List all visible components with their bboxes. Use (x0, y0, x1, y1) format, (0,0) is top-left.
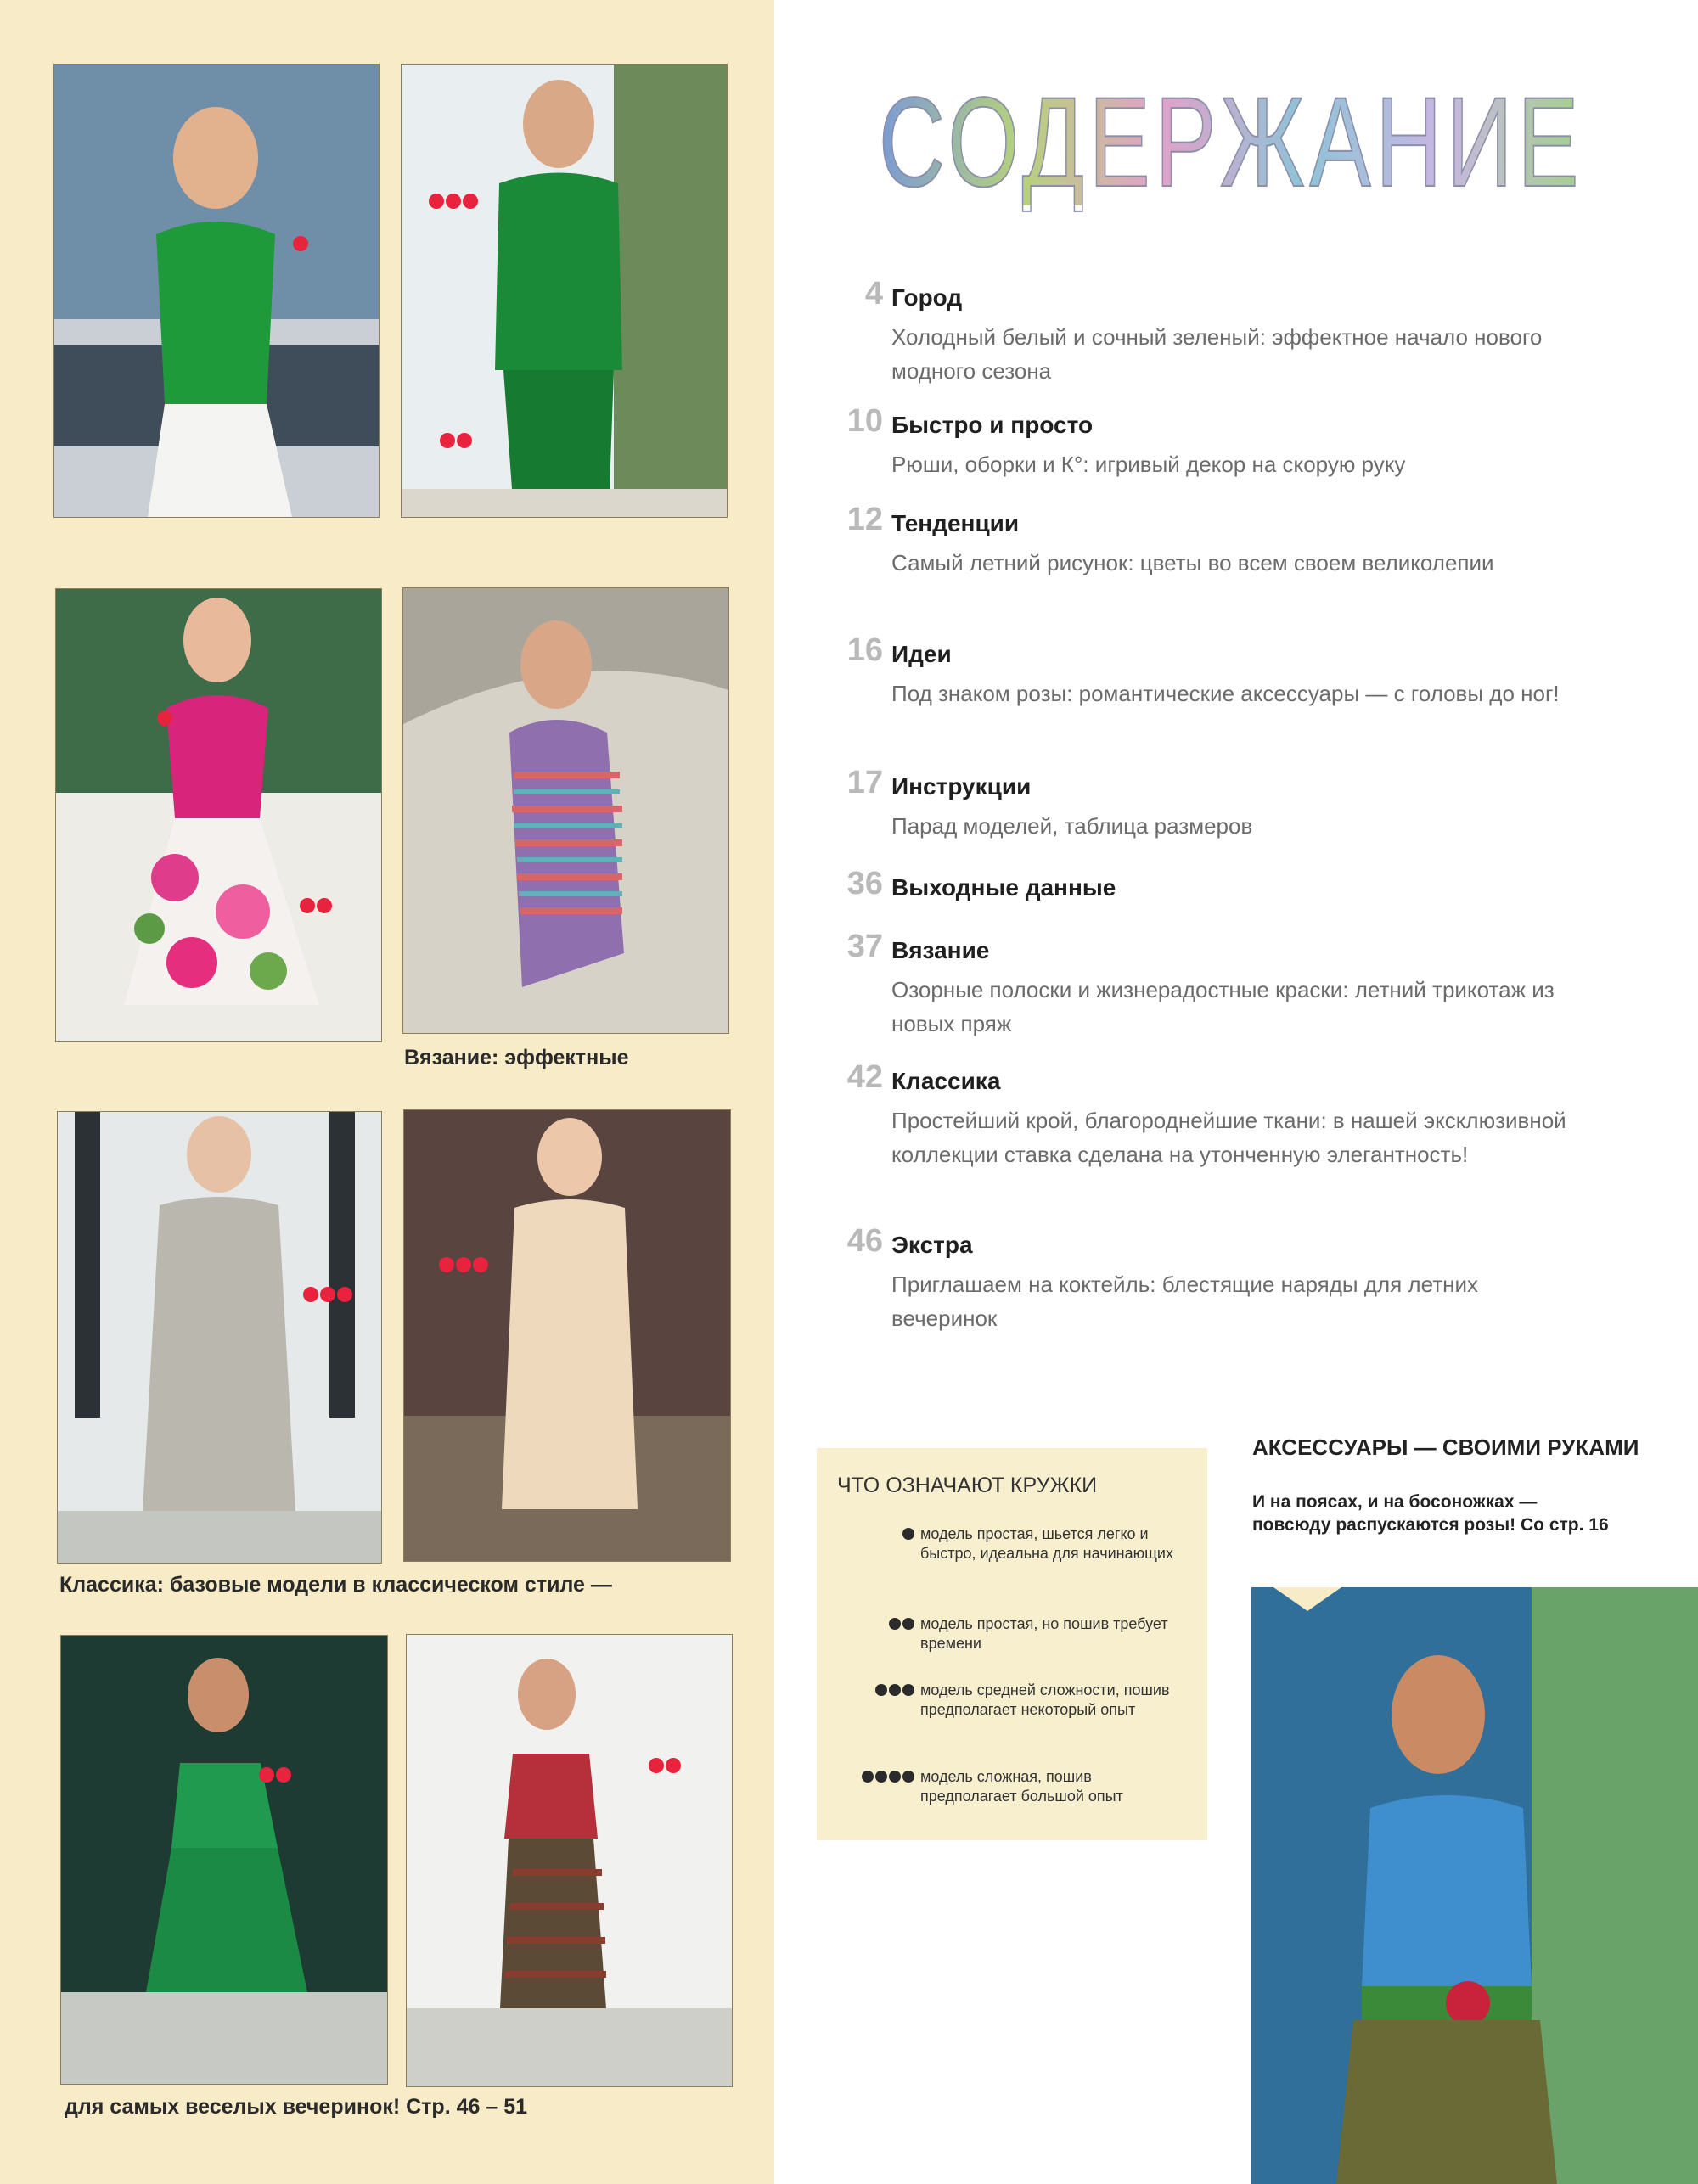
toc-title: Город (891, 284, 963, 311)
toc-description: Простейший крой, благороднейшие ткани: в нашей эксклюзивной коллекции ставка сделана на утонченную элегантность! (891, 1108, 1566, 1167)
toc-page-number: 16 (846, 632, 883, 668)
legend-text: модель средней сложности, пошив предполагает некоторый опыт (920, 1682, 1170, 1718)
toc-title: Инструкции (891, 773, 1032, 800)
dots-icon (862, 1771, 914, 1783)
toc-description: Рюши, оборки и К°: игривый декор на скорую руку (891, 452, 1406, 477)
photo-pink-floral-dress (55, 588, 382, 1042)
legend-text: модель простая, шьется легко и быстро, идеальна для начинающих (920, 1525, 1173, 1562)
toc-description: Под знаком розы: романтические аксессуары — с головы до ног! (891, 681, 1560, 706)
difficulty-dots (440, 433, 472, 448)
difficulty-dots (157, 710, 172, 726)
difficulty-dots (429, 194, 478, 209)
caption-classic: Классика: базовые модели в классическом стиле — (59, 1573, 612, 1597)
photo-striped-knit-dress (402, 587, 729, 1034)
toc-entry (824, 1223, 1588, 1331)
toc-title: Тенденции (891, 510, 1020, 536)
toc-title: Вязание (891, 937, 990, 963)
difficulty-legend (817, 1448, 1207, 1840)
difficulty-dots (293, 236, 308, 251)
toc-entry (824, 867, 1588, 906)
toc-title: Быстро и просто (891, 412, 1094, 438)
caption-party: для самых веселых вечеринок! Стр. 46 – 51 (65, 2095, 527, 2119)
photo-beige-shirt-dress (403, 1109, 731, 1562)
toc-entry (824, 276, 1588, 384)
toc-entry (824, 1061, 1588, 1188)
toc-page-number: 42 (846, 1059, 883, 1095)
photo-green-strapless-dress (60, 1635, 388, 2085)
toc-entry (824, 929, 1588, 1036)
caption-knitting: Вязание: эффектные (404, 1046, 629, 1070)
toc-page-number: 10 (846, 403, 883, 439)
toc-page-number: 37 (846, 929, 883, 964)
accessories-pointer (1274, 1587, 1341, 1611)
accessories-text: И на поясах, и на босоножках — повсюду распускаются розы! Со стр. 16 (1252, 1492, 1609, 1535)
difficulty-dots (300, 898, 332, 913)
toc-entry (824, 634, 1588, 727)
toc-description: Холодный белый и сочный зеленый: эффектное начало нового модного сезона (891, 324, 1543, 384)
toc-description: Приглашаем на коктейль: блестящие наряды для летних вечеринок (891, 1272, 1478, 1331)
toc-page-number: 36 (846, 866, 883, 901)
toc-page-number: 4 (864, 276, 883, 312)
dots-icon (902, 1528, 914, 1540)
difficulty-dots (439, 1257, 488, 1272)
toc-description: Парад моделей, таблица размеров (891, 813, 1253, 839)
toc-title: Экстра (891, 1232, 973, 1258)
dots-icon (875, 1684, 914, 1696)
difficulty-dots (649, 1758, 681, 1773)
toc-page-number: 12 (846, 502, 883, 537)
accessories-title: АКСЕССУАРЫ — СВОИМИ РУКАМИ (1252, 1434, 1639, 1460)
photo-red-corset-pants (406, 1634, 733, 2087)
photo-green-top-white-skirt (53, 64, 380, 518)
legend-heading: ЧТО ОЗНАЧАЮТ КРУЖКИ (837, 1474, 1098, 1497)
toc-entry (824, 765, 1588, 839)
toc-description: Озорные полоски и жизнерадостные краски: летний трикотаж из новых пряж (891, 977, 1555, 1036)
toc-description: Самый летний рисунок: цветы во всем своем великолепии (891, 550, 1494, 575)
legend-text: модель простая, но пошив требует времени (920, 1615, 1168, 1652)
dots-icon (889, 1618, 914, 1630)
toc-title: Классика (891, 1068, 1001, 1094)
difficulty-dots (259, 1767, 291, 1783)
legend-text: модель сложная, пошив предполагает большой опыт (920, 1768, 1123, 1805)
toc-entry (824, 503, 1588, 597)
toc-page-number: 46 (846, 1223, 883, 1259)
toc-entry (824, 403, 1588, 477)
photo-green-suit-phone (401, 64, 728, 518)
toc-title: Выходные данные (891, 874, 1116, 901)
difficulty-dots (303, 1287, 352, 1302)
page-title: СОДЕРЖАНИЕ (879, 70, 1584, 213)
toc-title: Идеи (891, 641, 952, 667)
photo-blue-top-rose-belt (1251, 1587, 1698, 2184)
toc-page-number: 17 (846, 765, 883, 800)
photo-grey-coat (57, 1111, 382, 1564)
